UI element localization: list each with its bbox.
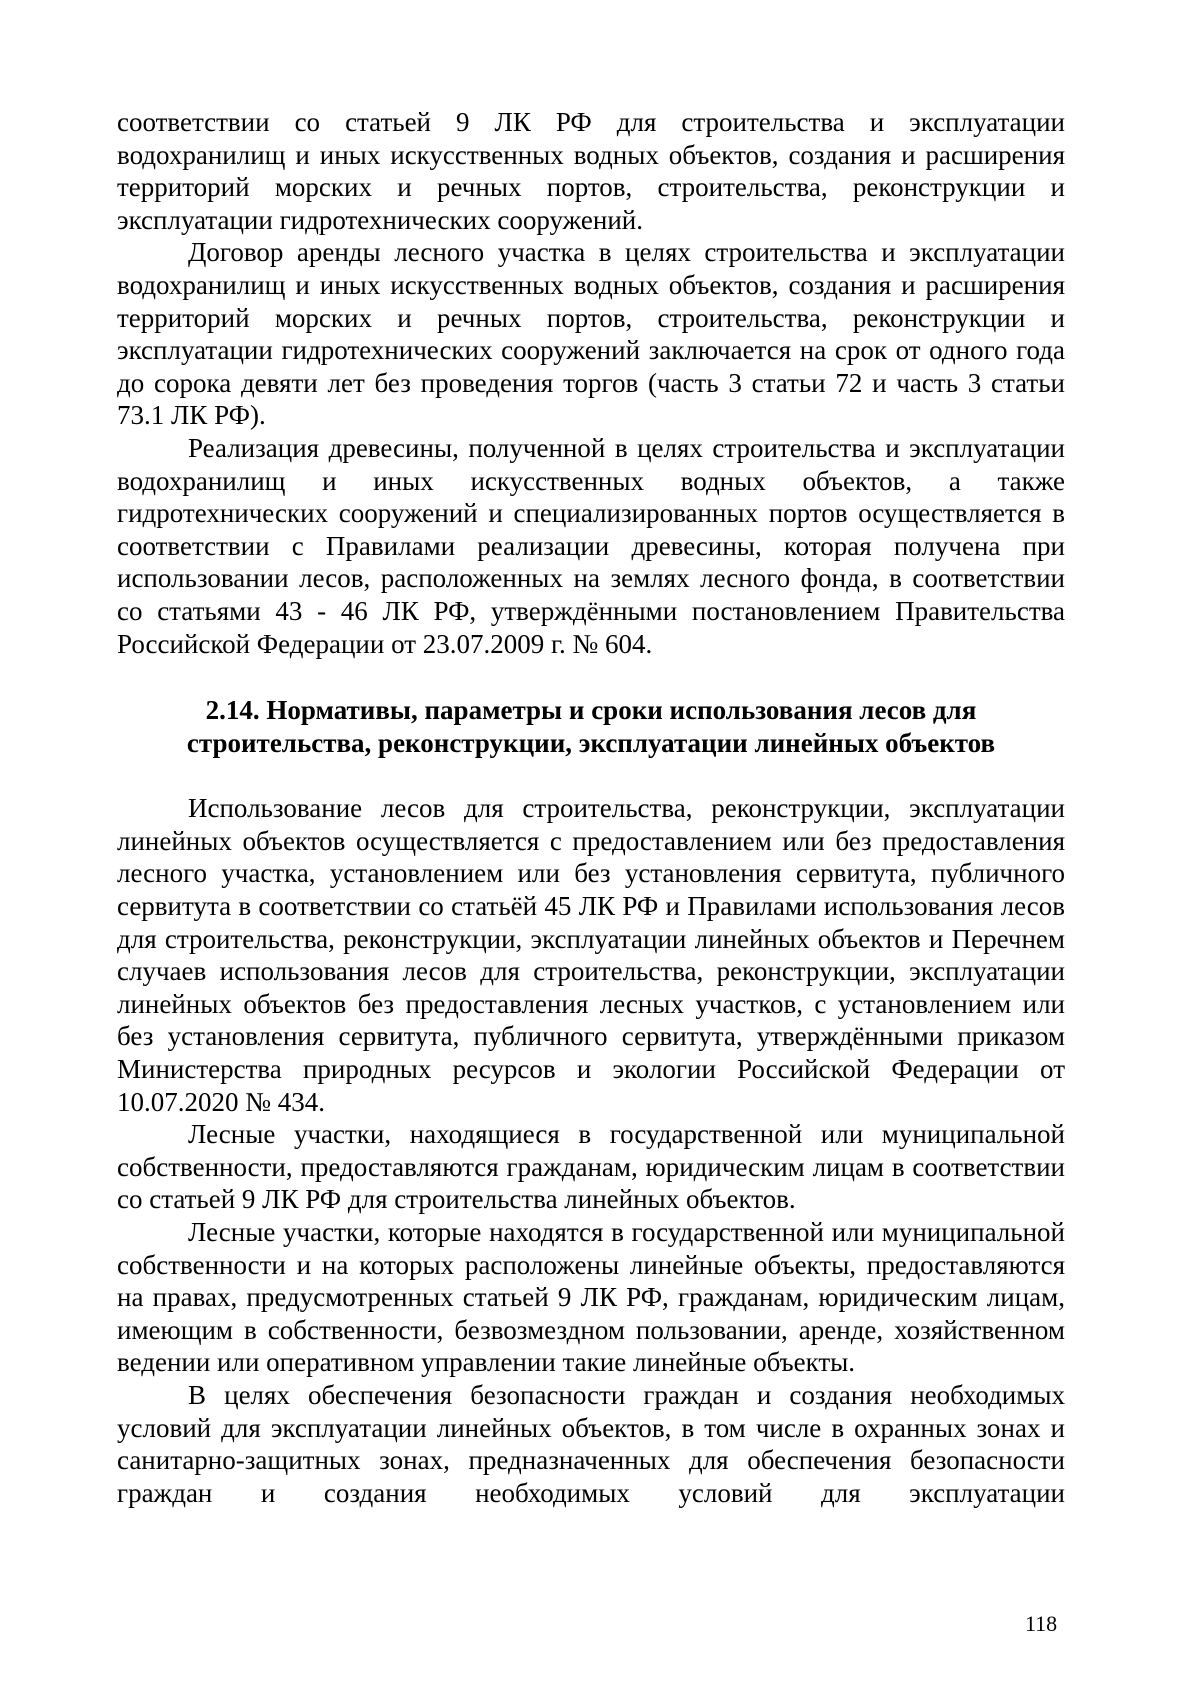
paragraph-land-plots-rights: Лесные участки, которые находятся в государственной или муниципальной собственности и на которых расположены линейные объекты, предоставляются на правах, предусмотренных статьей 9 ЛК РФ, гражданам, юридическим лицам, имеющим в собственности, безвозмездном пользовании, аренде, хозяйственном ведении или оперативном управлении такие линейные объекты. [117, 1217, 1065, 1378]
paragraph-land-plots: Лесные участки, находящиеся в государственной или муниципальной собственности, предоставляются гражданам, юридическим лицам в соответствии со статьей 9 ЛК РФ для строительства линейных объектов. [117, 1119, 1065, 1215]
paragraph-safety: В целях обеспечения безопасности граждан и создания необходимых условий для эксплуатации линейных объектов, в том числе в охранных зонах и санитарно-защитных зонах, предназначенных для обеспечения безопасности граждан и создания необходимых условий для эксплуатации [117, 1379, 1065, 1508]
document-page [117, 106, 1065, 1509]
paragraph-timber-sale: Реализация древесины, полученной в целях строительства и эксплуатации водохранилищ и иных искусственных водных объектов, а также гидротехнических сооружений и специализированных портов осуществляется в соответствии с Правилами реализации древесины, которая получена при использовании лесов, расположенных на землях лесного фонда, в соответствии со статьями 43 - 46 ЛК РФ, утверждёнными постановлением Правительства Российской Федерации от 23.07.2009 г. № 604. [117, 432, 1065, 659]
section-spacer-top [117, 660, 1065, 694]
paragraph-forest-use: Использование лесов для строительства, реконструкции, эксплуатации линейных объектов осуществляется с предоставлением или без предоставления лесного участка, установлением или без установления сервитута, публичного сервитута в соответствии со статьёй 45 ЛК РФ и Правилами использования лесов для строительства, реконструкции, эксплуатации линейных объектов и Перечнем случаев использования лесов для строительства, реконструкции, эксплуатации линейных объектов без предоставления лесных участков, с установлением или без установления сервитута, публичного сервитута, утверждёнными приказом Министерства природных ресурсов и экологии Российской Федерации от 10.07.2020 № 434. [117, 793, 1065, 1117]
section-title-line-2: строительства, реконструкции, эксплуатации линейных объектов [186, 727, 996, 758]
paragraph-continuation: соответствии со статьей 9 ЛК РФ для строительства и эксплуатации водохранилищ и иных искусственных водных объектов, создания и расширения территорий морских и речных портов, строительства, реконструкции и эксплуатации гидротехнических сооружений. [117, 107, 1065, 235]
page-number: 118 [1025, 1611, 1058, 1636]
section-title [117, 694, 1065, 759]
paragraph-lease-agreement: Договор аренды лесного участка в целях строительства и эксплуатации водохранилищ и иных искусственных водных объектов, создания и расширения территорий морских и речных портов, строительства, реконструкции и эксплуатации гидротехнических сооружений заключается на срок от одного года до сорока девяти лет без проведения торгов (часть 3 статьи 72 и часть 3 статьи 73.1 ЛК РФ). [117, 237, 1065, 431]
section-title-line-1: 2.14. Нормативы, параметры и сроки использования лесов для [205, 695, 977, 726]
section-spacer-bottom [117, 759, 1065, 792]
